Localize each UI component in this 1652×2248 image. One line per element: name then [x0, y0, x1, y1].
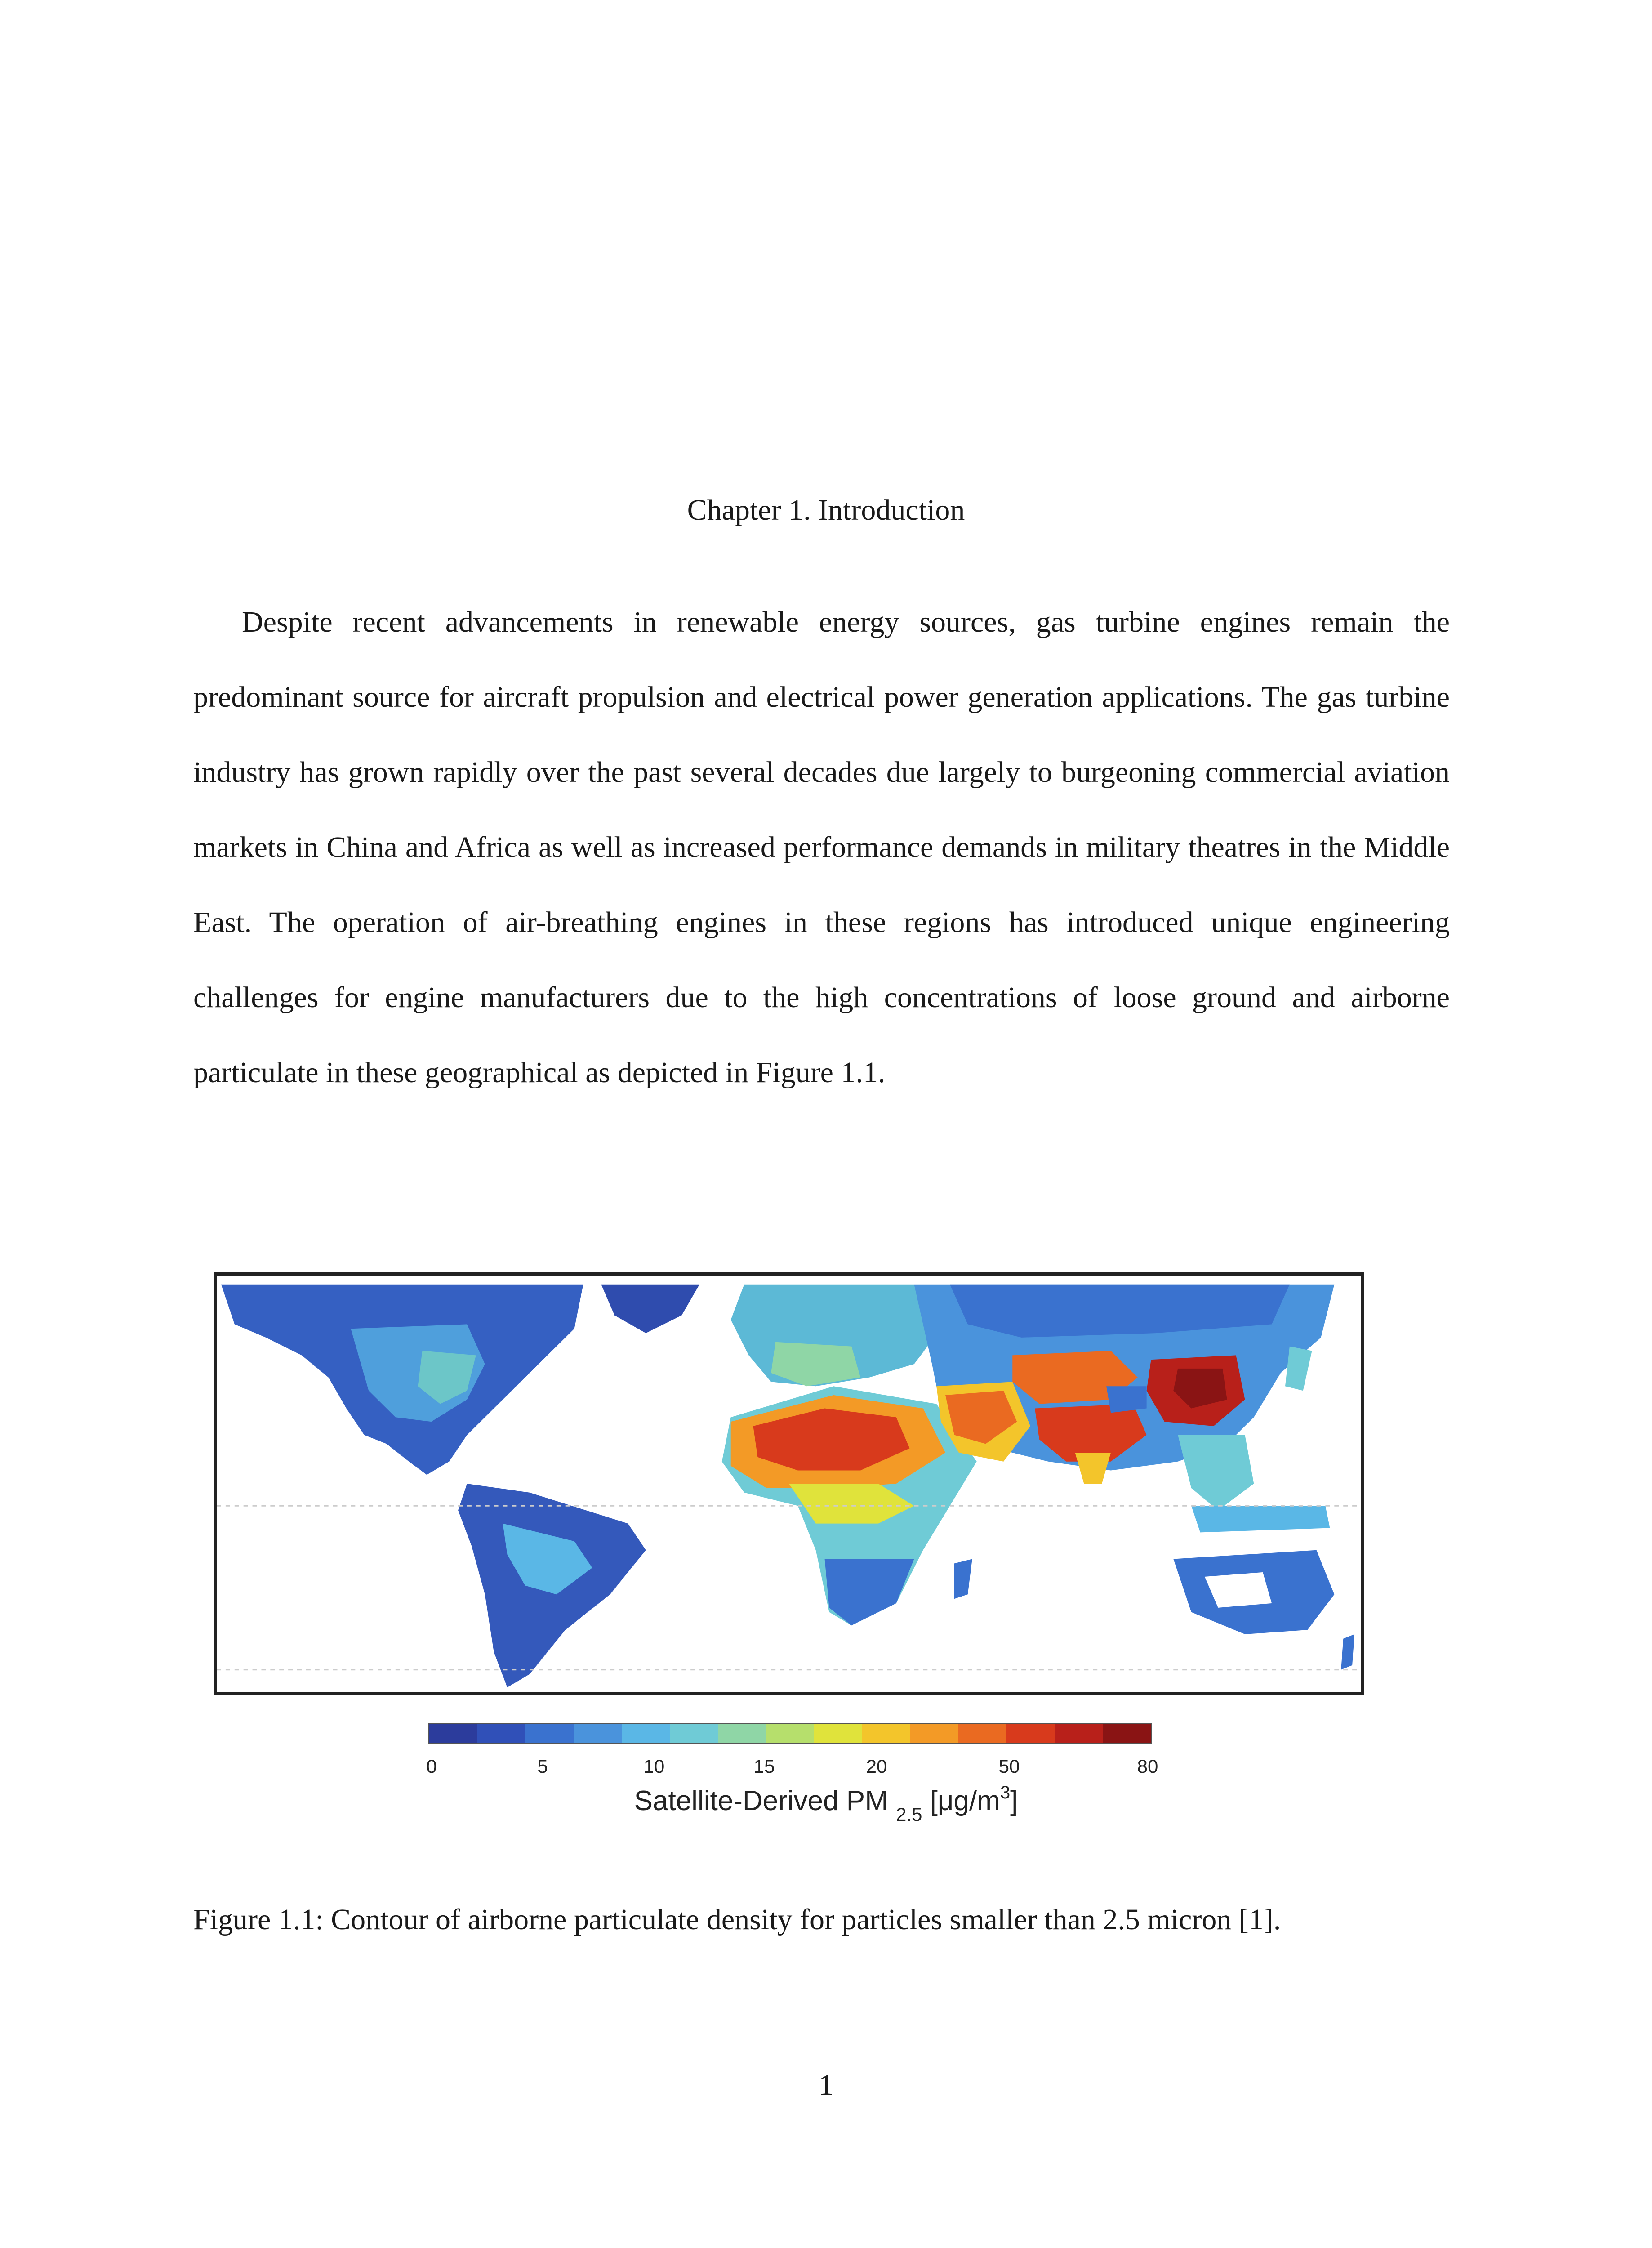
colorbar-title-main: Satellite-Derived PM: [634, 1785, 888, 1816]
colorbar-tick-label: 80: [1137, 1756, 1158, 1777]
colorbar-segment: [429, 1724, 477, 1743]
colorbar-segment: [574, 1724, 622, 1743]
colorbar-segment: [862, 1724, 910, 1743]
southeast-asia: [1178, 1435, 1254, 1510]
colorbar-title-superscript: 3: [1000, 1783, 1011, 1802]
colorbar-segment: [814, 1724, 862, 1743]
colorbar-segment: [1103, 1724, 1151, 1743]
greenland: [601, 1285, 699, 1333]
tibet-plateau: [1106, 1386, 1147, 1413]
colorbar-title-subscript: 2.5: [895, 1804, 922, 1825]
colorbar-tick-label: 15: [753, 1756, 775, 1777]
pm25-world-map: [214, 1272, 1364, 1695]
colorbar-segment: [718, 1724, 766, 1743]
colorbar-tick-label: 50: [998, 1756, 1020, 1777]
page-number: 1: [819, 2069, 833, 2101]
colorbar: [429, 1724, 1151, 1743]
indonesia: [1191, 1506, 1330, 1532]
japan: [1285, 1347, 1312, 1391]
colorbar-segment: [525, 1724, 574, 1743]
colorbar-segment: [477, 1724, 525, 1743]
colorbar-segment: [958, 1724, 1006, 1743]
body-paragraph: Despite recent advancements in renewable energy sources, gas turbine engines remain the predominant source for aircraft propulsion and electrical power generation applications. The gas turbine industry has grown rapidly over the past several decades due largely to burgeoning commercial aviation markets in China and Africa as well as increased performance demands in military theatres in the Middle East. The operation of air-breathing engines in these regions has introduced unique engineering challenges for engine manufacturers due to the high concentrations of loose ground and airborne particulate in these geographical as depicted in Figure 1.1.: [193, 606, 1450, 1089]
world-map-graphic: [217, 1276, 1361, 1692]
colorbar-segment: [1055, 1724, 1103, 1743]
colorbar-tick-label: 10: [643, 1756, 665, 1777]
figure-caption: Figure 1.1: Contour of airborne particulate density for particles smaller than 2.5 micron [1].: [193, 1903, 1281, 1936]
colorbar-title-unit: [μg/m: [930, 1785, 1000, 1816]
new-zealand: [1341, 1634, 1354, 1670]
colorbar-tick-label: 20: [866, 1756, 887, 1777]
colorbar-segment: [1006, 1724, 1055, 1743]
colorbar-title: [0, 1783, 1652, 1825]
colorbar-segment: [670, 1724, 718, 1743]
colorbar-segment: [622, 1724, 670, 1743]
chapter-title: Chapter 1. Introduction: [687, 494, 965, 526]
colorbar-tick-label: 0: [426, 1756, 437, 1777]
colorbar-tick-label: 5: [537, 1756, 548, 1777]
colorbar-title-close: ]: [1010, 1785, 1018, 1816]
madagascar: [954, 1559, 972, 1599]
colorbar-segment: [910, 1724, 958, 1743]
colorbar-segment: [766, 1724, 814, 1743]
india-south: [1075, 1453, 1111, 1484]
